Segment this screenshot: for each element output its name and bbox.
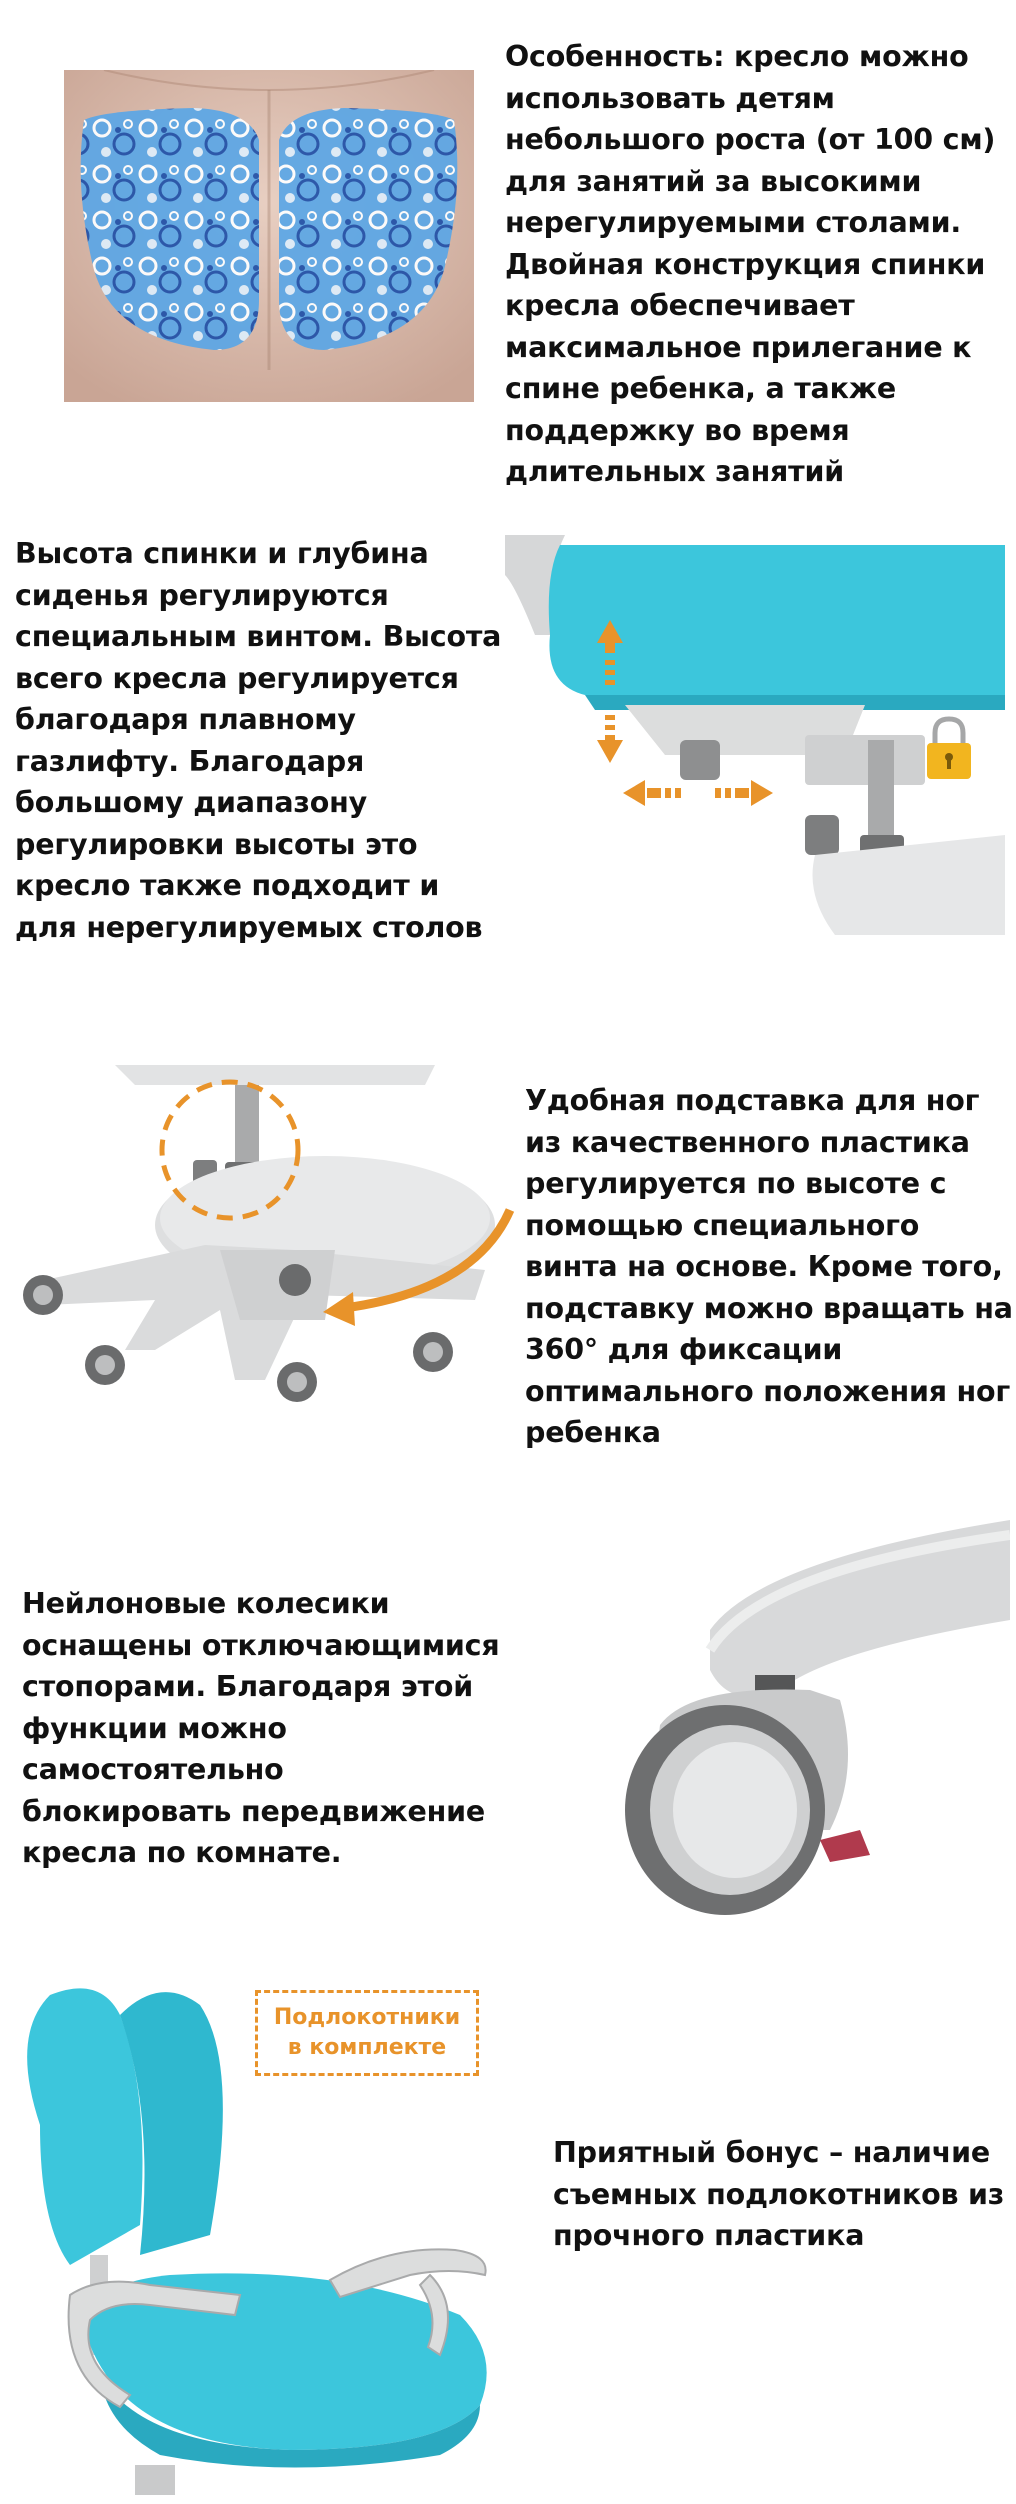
armrests-included-badge: Подлокотники в комплекте: [255, 1990, 479, 2076]
section-3-text: Удобная подставка для ног из качественного пластика регулируется по высоте с помощью специального винта на основе. Кроме того, подставку можно вращать на 360° для фиксации оптимального положения ног ребенка: [525, 1084, 1013, 1449]
seat-adjustment-image: [505, 535, 1005, 935]
caster-wheel-image: [580, 1510, 1010, 1930]
section-2-text: Высота спинки и глубина сиденья регулируются специальным винтом. Высота всего кресла регулируется благодаря плавному газлифту. Благодаря большому диапазону регулировки высоты это кресло также подходит и для нерегулируемых столов: [15, 537, 502, 944]
section-4-text: Нейлоновые колесики оснащены отключающимися стопорами. Благодаря этой функции можно самостоятельно блокировать передвижение кресла по комнате.: [22, 1587, 500, 1869]
section-1-text: Особенность: кресло можно использовать детям небольшого роста (от 100 см) для занятий за высокими нерегулируемыми столами. Двойная конструкция спинки кресла обеспечивает максимальное прилегание к спине ребенка, а также поддержку во время длительных занятий: [505, 40, 996, 488]
back-support-image: [44, 70, 494, 402]
footrest-image: [5, 1050, 515, 1450]
section-5-text: Приятный бонус – наличие съемных подлокотников из прочного пластика: [553, 2136, 1005, 2252]
